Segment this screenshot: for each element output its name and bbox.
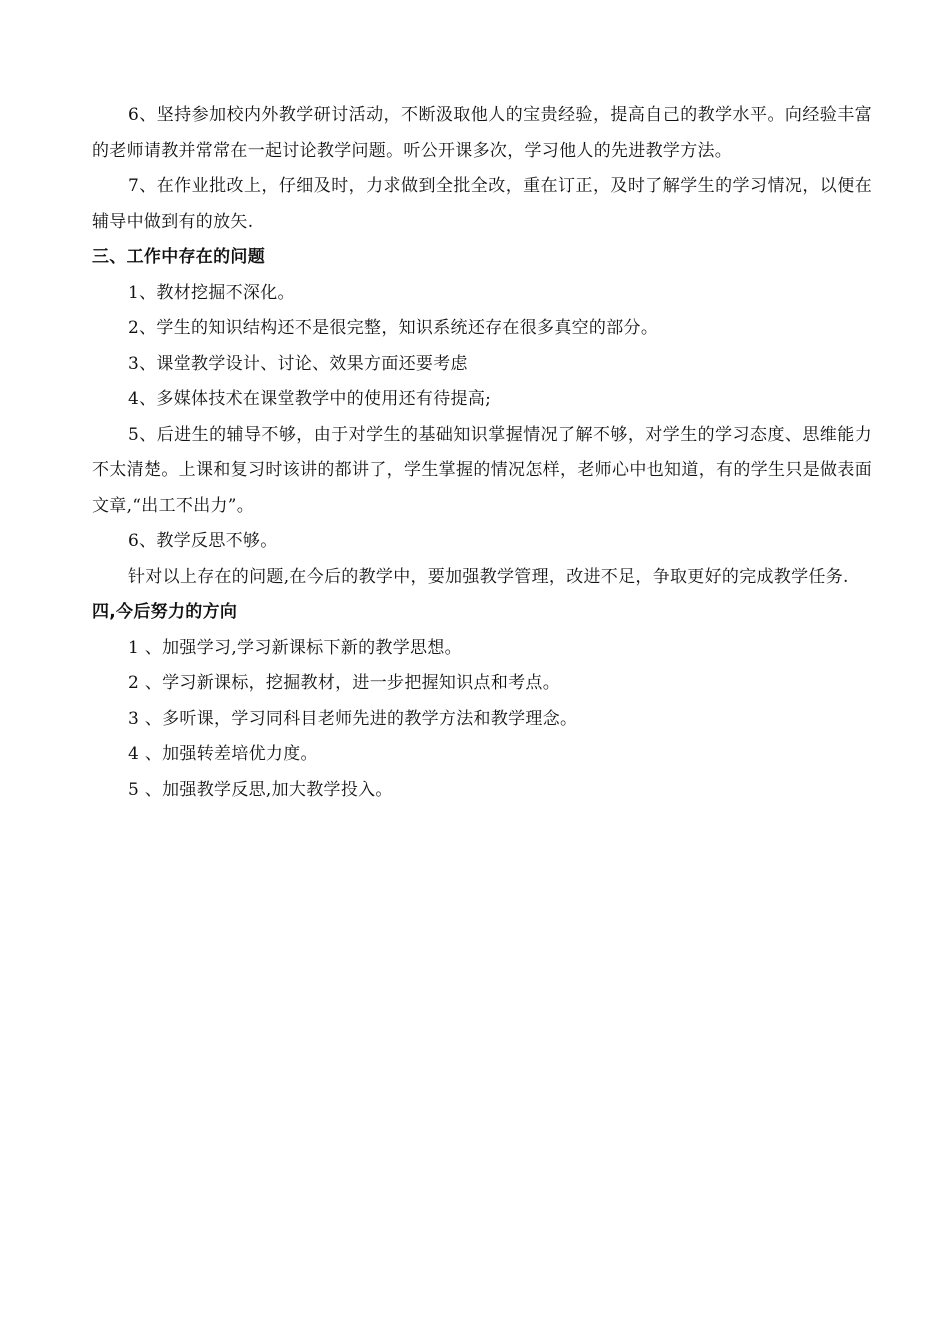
problem-item-2: 2、学生的知识结构还不是很完整，知识系统还存在很多真空的部分。 (128, 318, 659, 338)
problem-item-1: 1、教材挖掘不深化。 (128, 282, 295, 303)
paragraph-item-7: 7、在作业批改上，仔细及时，力求做到全批全改，重在订正，及时了解学生的学习情况，以便在辅导中做到有的放矢. (92, 176, 872, 232)
direction-item-4: 4 、加强转差培优力度。 (128, 744, 318, 764)
paragraph-item-6: 6、坚持参加校内外教学研讨活动，不断汲取他人的宝贵经验，提高自己的教学水平。向经验丰富的老师请教并常常在一起讨论教学问题。听公开课多次，学习他人的先进教学方法。 (92, 105, 872, 161)
problem-summary: 针对以上存在的问题,在今后的教学中，要加强教学管理，改进不足，争取更好的完成教学任务. (128, 566, 849, 587)
direction-item-2: 2 、学习新课标，挖掘教材，进一步把握知识点和考点。 (128, 673, 561, 693)
problem-item-3: 3、课堂教学设计、讨论、效果方面还要考虑 (128, 353, 468, 374)
direction-item-1: 1 、加强学习,学习新课标下新的教学思想。 (128, 637, 462, 658)
section-heading-direction: 四,今后努力的方向 (92, 602, 238, 622)
problem-item-6: 6、教学反思不够。 (128, 531, 278, 551)
document-body (92, 98, 872, 808)
direction-item-5: 5 、加强教学反思,加大教学投入。 (128, 779, 393, 800)
problem-item-5: 5、后进生的辅导不够，由于对学生的基础知识掌握情况了解不够，对学生的学习态度、思维能力不太清楚。上课和复习时该讲的都讲了，学生掌握的情况怎样，老师心中也知道，有的学生只是做表面文章,“出工不出力”。 (92, 424, 872, 516)
problem-item-4: 4、多媒体技术在课堂教学中的使用还有待提高; (128, 389, 492, 409)
direction-item-3: 3 、多听课，学习同科目老师先进的教学方法和教学理念。 (128, 708, 578, 729)
section-heading-problems: 三、工作中存在的问题 (92, 247, 265, 267)
